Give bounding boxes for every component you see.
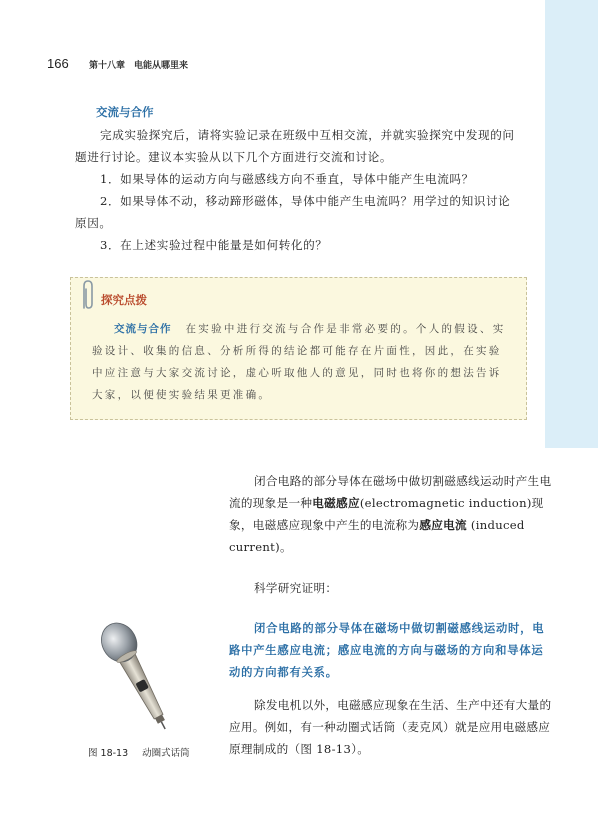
margin-color-strip: [545, 0, 598, 448]
term-electromagnetic-induction: 电磁感应: [312, 496, 360, 510]
tip-body: 在实验中进行交流与合作是非常必要的。个人的假设、实验设计、收集的信息、分析所得的结论都可能存在片面性，因此，在实验中应注意与大家交流讨论，虚心听取他人的意见，同时也将你的想法告诉大家，以便使实验结果更准确。: [92, 323, 506, 401]
term-induced-current: 感应电流: [419, 518, 467, 532]
figure-caption: [88, 745, 190, 759]
body-paragraph-1: [229, 470, 554, 558]
body-text: 科学研究证明：: [254, 581, 338, 595]
dynamic-microphone-image: [92, 614, 182, 739]
conclusion-highlight: [229, 618, 554, 684]
tip-text: [92, 318, 512, 406]
question-item: 1．如果导体的运动方向与磁感线方向不垂直，导体中能产生电流吗？: [100, 172, 474, 186]
figure-number: 图 18-13: [88, 748, 129, 759]
tip-lead: 交流与合作: [114, 323, 172, 335]
body-paragraph-2: [229, 577, 554, 599]
highlight-text: 闭合电路的部分导体在磁场中做切割磁感线运动时，电路中产生感应电流；感应电流的方向与磁场的方向和导体运动的方向都有关系。: [229, 622, 545, 679]
section-intro: 完成实验探究后，请将实验记录在班级中互相交流，并就实验探究中发现的问题进行讨论。建议本实验从以下几个方面进行交流和讨论。: [75, 128, 515, 164]
question-item: 3．在上述实验过程中能量是如何转化的？: [100, 238, 328, 252]
body-text: 除发电机以外，电磁感应现象在生活、生产中还有大量的应用。例如，有一种动圈式话筒（麦克风）就是应用电磁感应原理制成的（图 18-13）。: [229, 698, 552, 756]
body-text: 闭合电路的部分导体在磁场中做切割磁感线运动时产生电流的现象是一种: [229, 474, 552, 510]
page-number: 166: [47, 56, 69, 71]
tip-title: 探究点拨: [101, 293, 147, 307]
body-paragraph-3: [229, 694, 554, 760]
body-text: (induced current)。: [229, 518, 525, 554]
chapter-title: 第十八章 电能从哪里来: [89, 61, 189, 71]
body-text: (electromagnetic induction)现象，电磁感应现象中产生的电流称为: [229, 496, 544, 532]
question-item: 2．如果导体不动，移动蹄形磁体，导体中能产生电流吗？用学过的知识讨论原因。: [75, 194, 511, 230]
figure-caption-text: 动圈式话筒: [142, 748, 190, 759]
paperclip-icon: [77, 278, 99, 312]
section-title: 交流与合作: [96, 105, 154, 119]
